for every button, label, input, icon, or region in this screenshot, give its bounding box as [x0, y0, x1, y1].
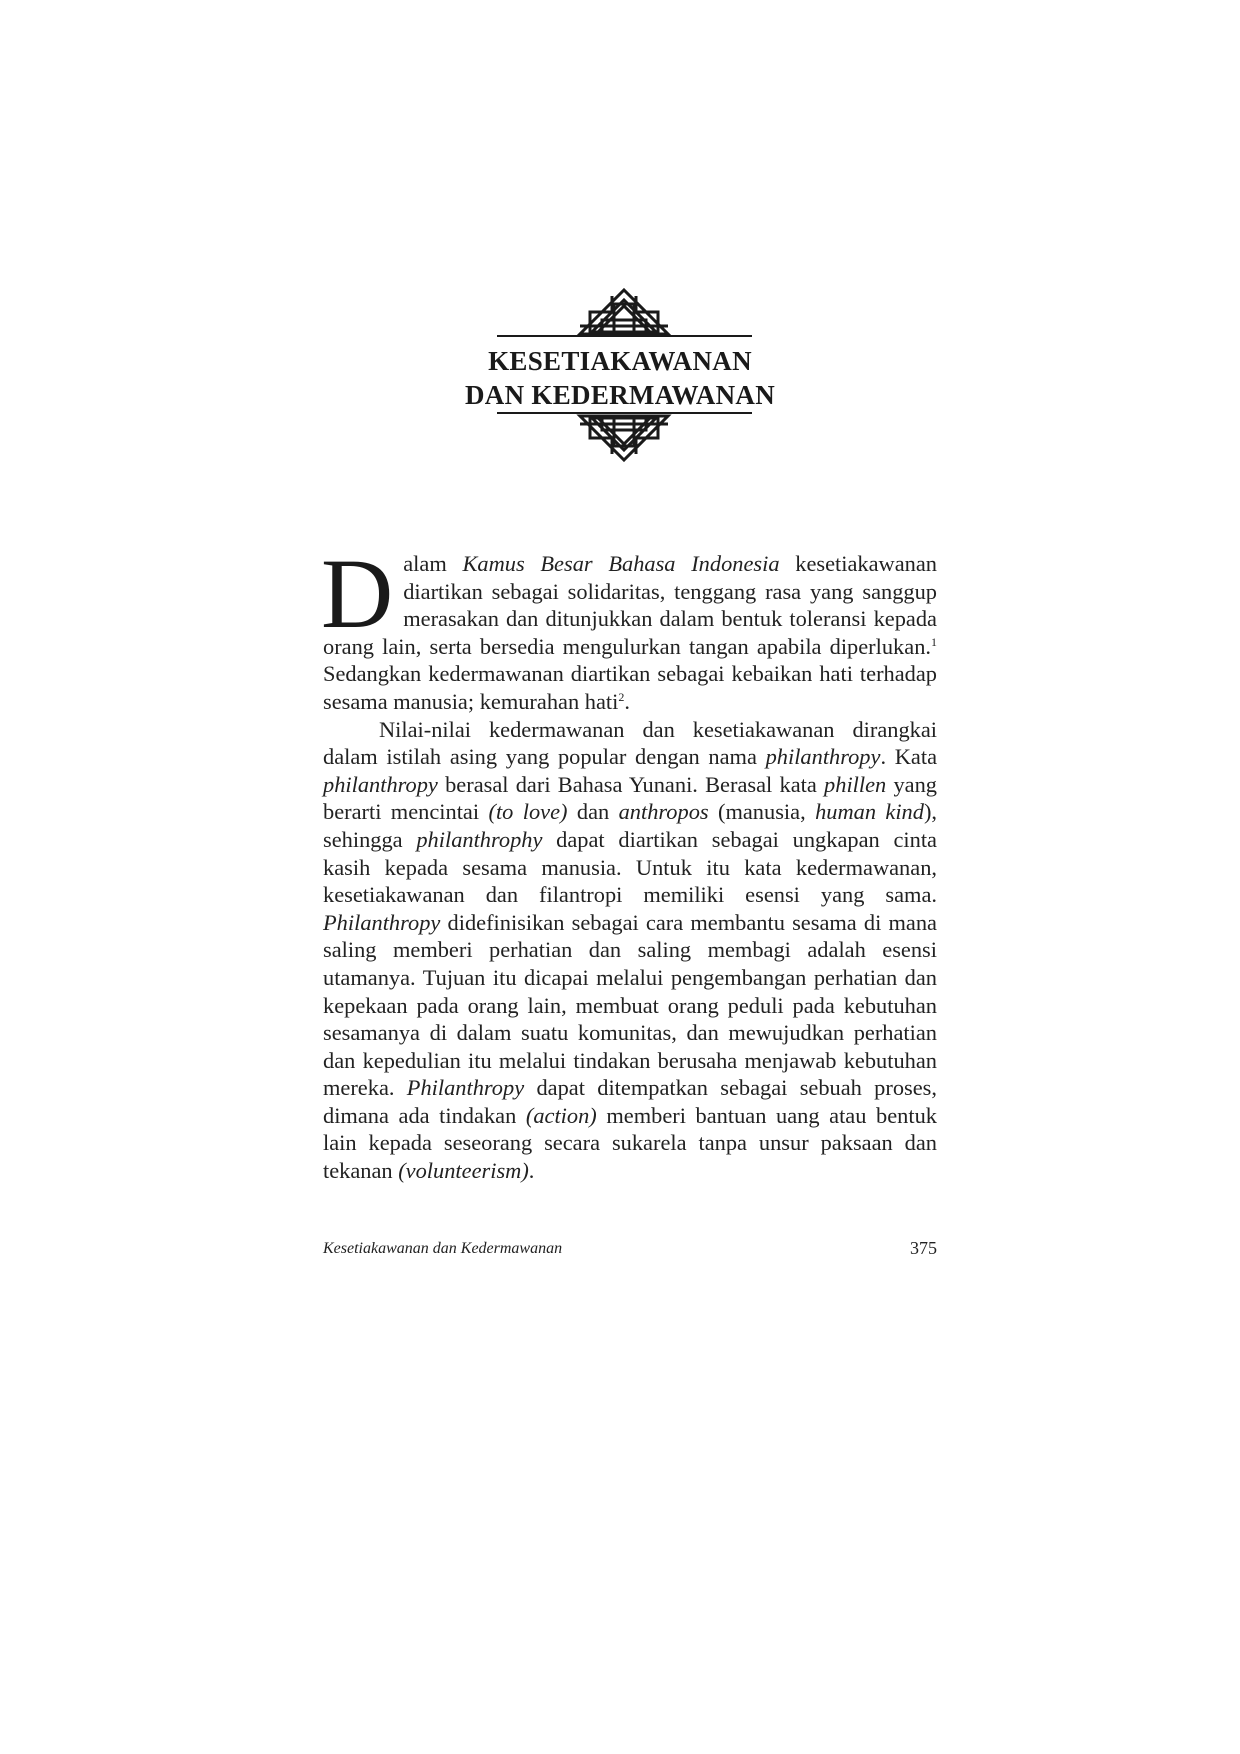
drop-cap: D: [321, 538, 394, 649]
text-span: alam: [403, 551, 463, 576]
italic-term: anthropos: [618, 799, 709, 825]
text-span: .: [528, 1158, 535, 1184]
running-footer-title: Kesetiakawanan dan Kedermawanan: [323, 1240, 563, 1257]
italic-term: (to love): [488, 799, 568, 825]
footnote-ref-1[interactable]: 1: [931, 634, 937, 649]
text-span: dan: [567, 799, 619, 825]
text-span: . Kata: [880, 744, 938, 770]
text-span: kesetiakawanan diartikan sebagai solidaritas, tenggang rasa yang sanggup merasakan dan ditunjukkan dalam bentuk toleransi kepada orang lain, serta bersedia mengulurkan tangan apabila diperlukan.: [323, 551, 937, 659]
footnote-ref-2[interactable]: 2: [618, 689, 625, 704]
italic-term: Philanthropy: [323, 909, 441, 935]
text-span: ), sehingga: [323, 799, 938, 852]
text-span: .: [624, 688, 630, 714]
italic-term: philanthropy: [765, 744, 881, 770]
page-number: 375: [910, 1238, 937, 1258]
text-span: yang berarti mencintai: [323, 771, 937, 825]
italic-term: Philanthropy: [406, 1075, 525, 1101]
italic-term: (volunteerism): [398, 1158, 529, 1184]
italic-term: Kamus Besar Bahasa Indonesia: [462, 551, 780, 576]
text-span: Sedangkan kedermawanan diartikan sebagai kebaikan hati terhadap sesama manusia; kemurahan hati: [323, 661, 937, 714]
text-span: berasal dari Bahasa Yunani. Berasal kata: [437, 771, 825, 797]
paragraph-1: [321, 538, 937, 716]
italic-term: philanthrophy: [416, 826, 543, 852]
body-text: [321, 538, 938, 1185]
chapter-heading: [420, 344, 820, 412]
chapter-heading-line1: KESETIAKAWANAN: [488, 346, 752, 376]
paragraph-2: [323, 716, 937, 1185]
text-span: Nilai-nilai kedermawanan dan kesetiakawanan dirangkai dalam istilah asing yang popular dengan nama: [323, 716, 937, 770]
italic-term: (action): [525, 1102, 597, 1128]
italic-term: phillen: [824, 771, 887, 797]
chapter-heading-line2: DAN KEDERMAWANAN: [464, 380, 776, 410]
text-span: dapat ditempatkan sebagai sebuah proses, dimana ada tindakan: [323, 1075, 937, 1128]
text-span: didefinisikan sebagai cara membantu sesama di mana saling memberi perhatian dan saling membagi adalah esensi utamanya. Tujuan itu dicapai melalui pengembangan perhatian dan kepekaan pada orang lain, membuat orang peduli pada kebutuhan sesamanya di dalam suatu komunitas, dan mewujudkan perhatian dan kepedulian itu melalui tindakan berusaha menjawab kebutuhan mereka.: [323, 909, 937, 1101]
text-span: memberi bantuan uang atau bentuk lain kepada seseorang secara sukarela tanpa unsur paksaan dan tekanan: [323, 1102, 937, 1184]
italic-term: philanthropy: [323, 771, 438, 797]
italic-term: human kind: [815, 799, 924, 825]
text-span: dapat diartikan sebagai ungkapan cinta kasih kepada sesama manusia. Untuk itu kata kedermawanan, kesetiakawanan dan filantropi memiliki esensi yang sama.: [323, 826, 937, 908]
text-span: (manusia,: [708, 799, 816, 825]
